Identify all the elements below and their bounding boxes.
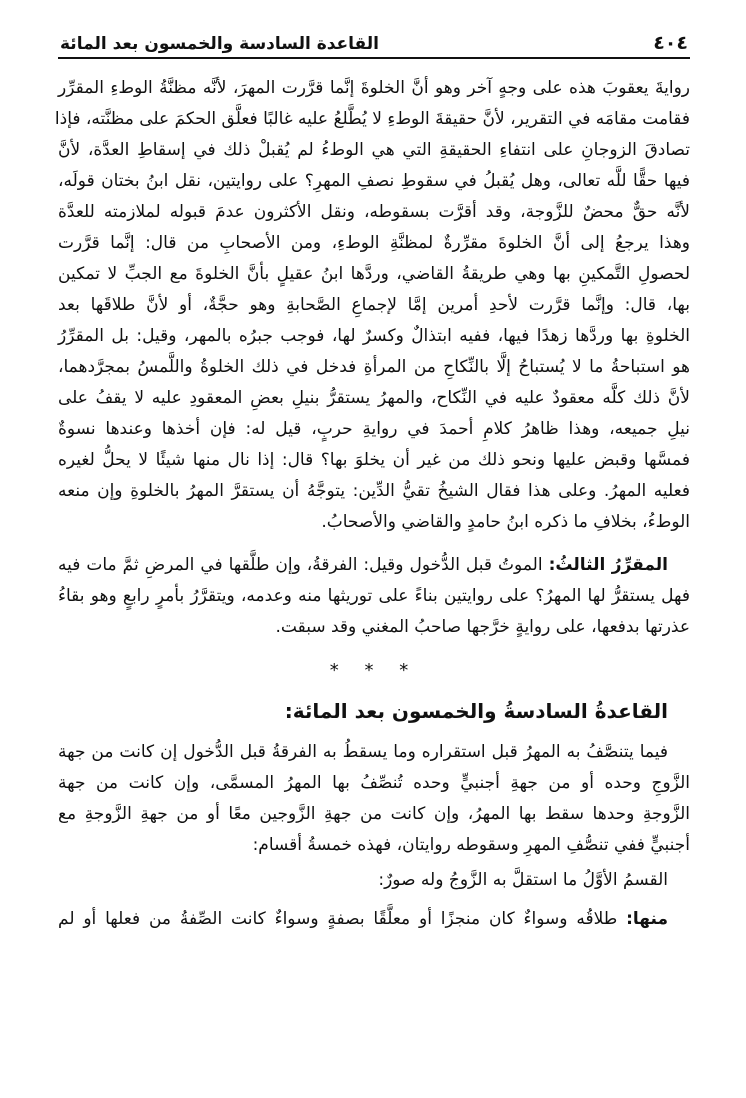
paragraph-lead: المقرِّرُ الثالثُ: [548, 555, 669, 575]
text-line: عذرتها بدفعها، على روايةٍ خرَّجها صاحبُ المغني وقد سبقت. [275, 617, 690, 637]
text-line: الخلوةِ بها وردَّها زهدًا فيها، ففيه ابتذالٌ وكسرٌ لها، فوجب جبرُه بالمهر، وقيل: بل المقرِّرُ [58, 326, 690, 346]
paragraph-3 [58, 737, 690, 861]
page-number: ٤٠٤ [653, 32, 688, 54]
paragraph-4: القسمُ الأوَّلُ ما استقلَّ به الزَّوجُ وله صورٌ: [378, 870, 668, 890]
page-body [54, 73, 690, 935]
paragraph-1 [54, 73, 690, 538]
text-line: الزَّوجِ وحده أو من جهةِ أجنبيٍّ وحده تُنصِّفُ بها المهرُ المسمَّى، وإن كانت من جهة [58, 773, 690, 793]
text-line: بها، قال: وإنَّما قرَّرت لأحدِ أمرين إمَّا لإجماعِ الصَّحابةِ وهو حجَّةٌ، أو لأنَّ طلاقَها بعد [58, 295, 690, 315]
paragraph-2 [58, 550, 690, 643]
line-text: الموتُ قبل الدُّخول وقيل: الفرقةُ، وإن طلَّقها في المرضِ ثمَّ مات فيه [58, 555, 549, 575]
text-line: أجنبيٍّ ففي تنصُّفِ المهرِ وسقوطه روايتان، فهذه خمسةُ أقسام: [252, 835, 690, 855]
section-title: القاعدةُ السادسةُ والخمسون بعد المائة: [284, 699, 668, 723]
text-line: فيما يتنصَّفُ به المهرُ قبل استقراره وما يسقطُ به الفرقةُ قبل الدُّخول إن كانت من جهة [58, 742, 668, 762]
text-line: الوطءُ، بخلافِ ما ذكره ابنُ حامدٍ والقاضي والأصحابُ. [321, 512, 690, 532]
text-line: فقامت مقامَه في التقرير، لأنَّ حقيقةَ الوطءِ لا يُطَّلعُ عليه غالبًا فعلَّق الحكمَ على مظنَّته، فإذا [54, 109, 690, 129]
paragraph-5 [58, 904, 690, 935]
text-line: لأنَّ ذلك كلَّه معقودٌ عليه في النِّكاح، والمهرُ يستقرُّ بنيلِ بعضِ المعقودِ عليه لا يقفُ على [58, 388, 690, 408]
text-line: فمسَّها وقبض عليها ونحو ذلك من غير أن يخلوَ بها؟ قال: إذا نال منها شيئًا لا يحلُّ لغيره [58, 450, 690, 470]
text-line: الزَّوجةِ وحدها سقط بها المهرُ، وإن كانت من جهةِ الزَّوجين معًا أو من جهةِ الزَّوجةِ مع [58, 804, 690, 824]
text-line: فهل يستقرُّ لها المهرُ؟ على روايتين بناءً على توريثها منه وعدمه، ويتقرَّرُ بأمرٍ رابعٍ وهو بقاءُ [58, 586, 690, 606]
text-line: نيلِ جميعه، وهذا ظاهرُ كلامِ أحمدَ في روايةِ حربٍ، قيل له: فإن أخذها وعندها نسوةٌ [58, 419, 690, 439]
text-line: لحصولِ التَّمكينِ بها وهي طريقةُ القاضي، وردَّها ابنُ عقيلٍ بأنَّ الخلوةَ مع الجبِّ لا تمكين [58, 264, 690, 284]
text-line: فيها حقًّا للَّه تعالى، وهل يُقبلُ في سقوطِ نصفِ المهرِ؟ على روايتين، نقل ابنُ بختان قولَه، [58, 171, 690, 191]
text-line: فعليه المهرُ. وعلى هذا فقال الشيخُ تقيُّ الدِّين: يتوجَّهُ أن يستقرَّ المهرُ بالخلوةِ وإن منعه [58, 481, 690, 501]
text-line: تصادقَ الزوجانِ على انتفاءِ الحقيقةِ التي هي الوطءُ لم يُقبلْ ذلك في إسقاطِ العدَّة، لأنَّ [58, 140, 690, 160]
text-line: هو استباحةُ ما لا يُستباحُ إلَّا بالنِّكاحِ من المرأةِ فدخل في ذلك الخلوةُ واللَّمسُ بمجرَّدهما، [58, 357, 690, 377]
text-line: روايةَ يعقوبَ هذه على وجهٍ آخر وهو أنَّ الخلوةَ إنَّما قرَّرت المهرَ، لأنَّه مظنَّةُ الوطءِ المقرِّر [58, 78, 690, 98]
page-header [58, 28, 690, 59]
running-title: القاعدة السادسة والخمسون بعد المائة [60, 34, 379, 54]
book-page [54, 28, 690, 935]
section-separator: * * * [329, 660, 419, 681]
text-line: لأنَّه حقٌّ محضٌ للزَّوجة، وقد أقرَّت بسقوطه، ونقل الأكثرون عدمَ قبوله لملازمته للعدَّة [58, 202, 690, 222]
text-line [58, 550, 690, 581]
text-line: وهذا يرجعُ إلى أنَّ الخلوةَ مقرِّرةٌ لمظنَّةِ الوطءِ، ومن الأصحابِ من قال: إنَّما قرَّرت [58, 233, 690, 253]
paragraph-lead: منها: [626, 909, 668, 929]
line-text: طلاقُه وسواءٌ كان منجزًا أو معلَّقًا بصفةٍ وسواءٌ كانت الصِّفةُ من فعلها أو لم [58, 909, 627, 929]
